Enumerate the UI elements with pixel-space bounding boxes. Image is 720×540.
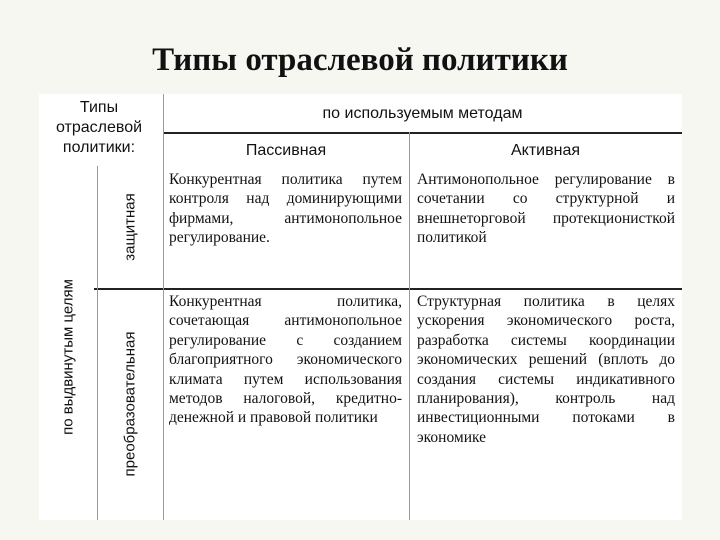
cell-transformative-active: Структурная политика в целях ускорения экономического роста, разработка системы координации экономических решений (вплоть до создания системы индикативного планирования), контроль над инвестиционными потоками в экономике [417,293,675,446]
column-divider-1 [97,166,98,520]
row-label-transformative: преобразовательная [121,331,139,477]
cell-protective-passive: Конкурентная политика путем контроля над доминирующими фирмами, антимонопольное регулирование. [169,171,402,247]
header-by-methods: по используемым методам [322,105,523,122]
row-label-protective: защитная [121,193,139,261]
cell-transformative-passive: Конкурентная политика, сочетающая антимонопольное регулирование с созданием благоприятного экономического климата путем использования методов налоговой, кредитно-денежной и правовой политики [169,293,402,427]
header-divider [163,132,682,134]
row-group-by-goals: по выдвинутым целям [59,279,77,435]
column-divider-3 [409,132,410,520]
column-header-active: Активная [510,142,580,159]
page-title: Типы отраслевой политики [152,42,568,78]
row-divider [94,288,682,290]
table-corner-label: Типы отраслевой политики: [55,99,143,156]
policy-types-table [39,94,682,520]
cell-protective-active: Антимонопольное регулирование в сочетании со структурной и внешнеторговой протекционисткой политикой [417,171,675,247]
column-header-passive: Пассивная [245,142,327,159]
